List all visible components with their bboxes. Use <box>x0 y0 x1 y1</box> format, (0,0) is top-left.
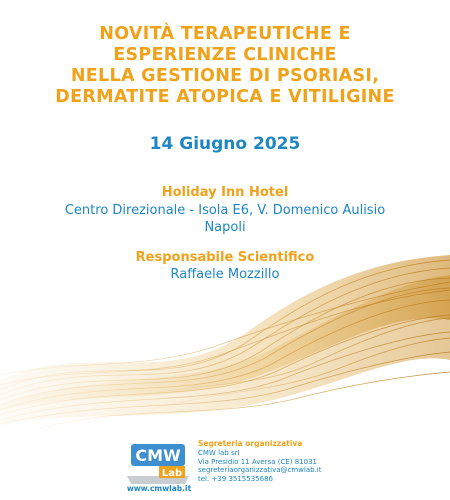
company-address: Via Presidio 11 Aversa (CE) 81031 <box>198 457 317 466</box>
company-email[interactable]: segreteriaorganizzativa@cmwlab.it <box>198 466 322 475</box>
title-line-2: ESPERIENZE CLINICHE <box>113 45 337 65</box>
scientific-label: Responsabile Scientifico <box>135 250 315 265</box>
scientific-name: Raffaele Mozzillo <box>170 267 280 282</box>
decorative-waves <box>0 240 450 440</box>
venue-name: Holiday Inn Hotel <box>161 185 289 200</box>
venue-address: Centro Direzionale - Isola E6, V. Domenico Aulisio <box>64 203 386 218</box>
event-title <box>0 24 450 108</box>
secretariat-block <box>198 440 398 484</box>
cmw-lab-logo <box>123 440 193 484</box>
event-date: 14 Giugno 2025 <box>149 134 301 154</box>
title-line-4: DERMATITE ATOPICA E VITILIGINE <box>55 87 395 107</box>
website-link[interactable]: www.cmwlab.it <box>126 484 192 493</box>
company-phone: tel. +39 3515535686 <box>198 475 273 484</box>
venue-city: Napoli <box>204 220 246 235</box>
company-name: CMW lab srl <box>198 448 240 457</box>
logo-text-cmw: CMW <box>135 446 181 465</box>
title-line-3: NELLA GESTIONE DI PSORIASI, <box>70 66 380 86</box>
title-line-1: NOVITÀ TERAPEUTICHE E <box>99 24 351 44</box>
logo-text-lab: Lab <box>161 468 183 479</box>
secretariat-title: Segreteria organizzativa <box>198 439 303 448</box>
